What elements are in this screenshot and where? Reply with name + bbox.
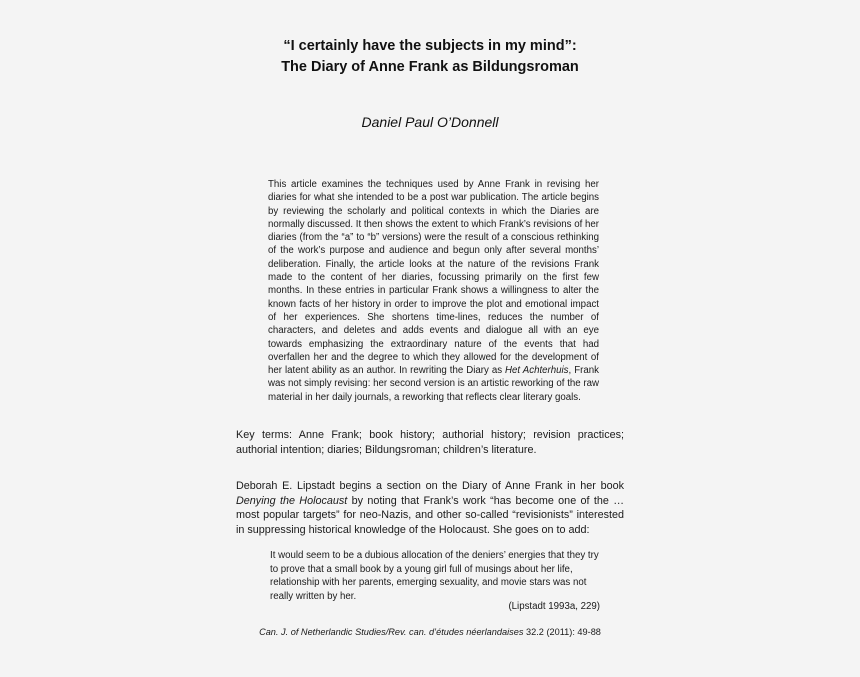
journal-issue: 32.2 (2011): 49-88 <box>523 627 601 637</box>
body-text-1: Deborah E. Lipstadt begins a section on the Diary of Anne Frank in her book <box>236 480 624 492</box>
abstract <box>268 178 599 404</box>
abstract-italic-title: Het Achterhuis <box>505 365 569 377</box>
key-terms: Key terms: Anne Frank; book history; authorial history; revision practices; authorial intention; diaries; Bildungsroman; children’s literature. <box>236 429 624 456</box>
author-name: Daniel Paul O’Donnell <box>361 114 499 130</box>
title-line-2: The Diary of Anne Frank as Bildungsroman <box>281 59 579 75</box>
body-italic-book-title: Denying the Holocaust <box>236 494 348 507</box>
journal-name: Can. J. of Netherlandic Studies/Rev. can. d’études néerlandaises <box>259 627 524 637</box>
block-quote: It would seem to be a dubious allocation of the deniers’ energies that they try to prove that a small book by a young girl full of musings about her life, relationship with her parents, emerging sexuality, and movie stars was not really written by her. <box>270 550 599 602</box>
article-title <box>0 36 860 78</box>
abstract-text-2: , Frank was not simply revising: her second version is an artistic reworking of the raw material in her daily journals, a reworking that reflects clear literary goals. <box>268 365 599 403</box>
quote-citation: (Lipstadt 1993a, 229) <box>508 601 600 612</box>
body-text-2: by noting that Frank’s work “has become one of the … most popular targets” for neo-Nazis, and other so-called “revisionists” interested in suppressing historical knowledge of the Holocaust. She goes on to add: <box>236 494 624 537</box>
journal-footer <box>0 626 860 638</box>
title-line-1: “I certainly have the subjects in my mind”: <box>283 38 577 54</box>
abstract-text-1: This article examines the techniques used by Anne Frank in revising her diaries for what she intended to be a post war publication. The article begins by reviewing the scholarly and political contexts in which the Diaries are normally discussed. It then shows the extent to which Frank’s revisions of her diaries (from the “a” to “b” versions) were the result of a conscious rethinking of the work’s purpose and audience and begun only after several months’ deliberation. Finally, the article looks at the nature of the revisions Frank made to the content of her diaries, focussing primarily on the first few months. In these entries in particular Frank shows a willingness to alter the known facts of her history in order to improve the plot and emotional impact of her experiences. She shortens time-lines, reduces the number of characters, and deletes and adds events and dialogue all with an eye towards emphasizing the extraordinary nature of the events that had overfallen her and the degree to which they allowed for the development of her latent ability as an author. In rewriting the Diary as <box>268 179 599 377</box>
body-paragraph <box>236 479 624 538</box>
